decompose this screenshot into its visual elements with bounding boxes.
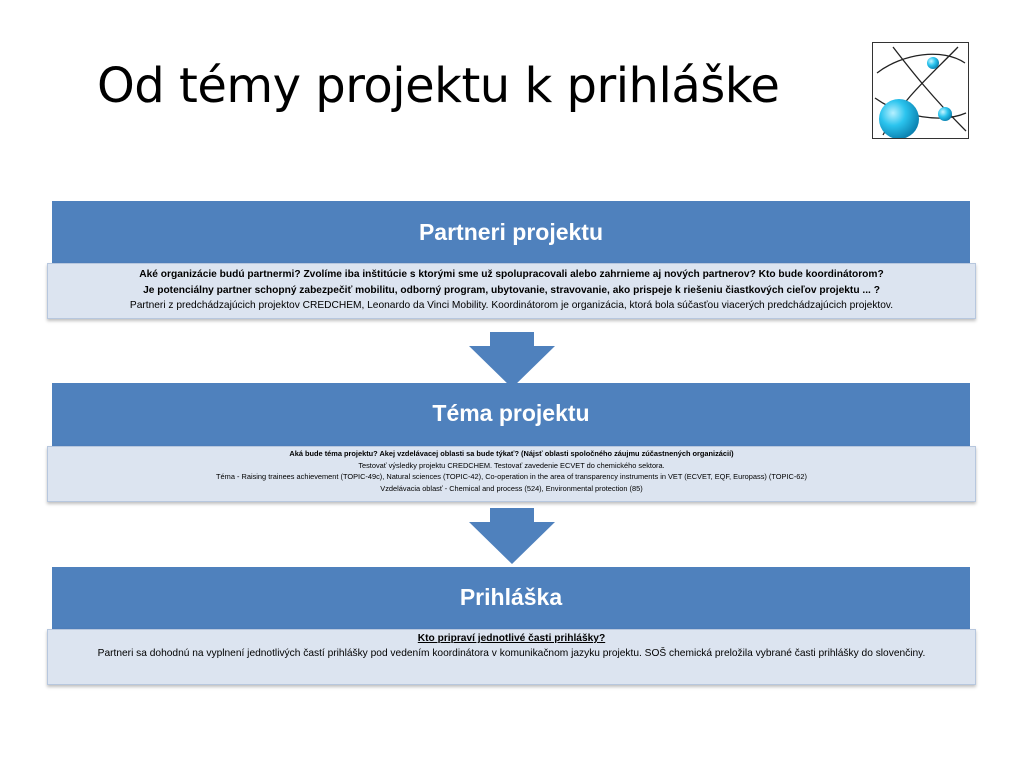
block-header-prihlaska <box>52 567 970 629</box>
block-header-label: Prihláška <box>459 584 563 610</box>
body-line: Testovať výsledky projektu CREDCHEM. Testovať zavedenie ECVET do chemického sektora. <box>358 460 665 470</box>
body-line: Téma - Raising trainees achievement (TOPIC-49c), Natural sciences (TOPIC-42), Co-operation in the area of transparency instruments in VET (ECVET, EQF, Europass) (TOPIC-62) <box>216 472 807 482</box>
body-line: Aké organizácie budú partnermi? Zvolíme iba inštitúcie s ktorými sme už spolupracovali alebo zahrnieme aj nových partnerov? Kto bude koordinátorom? <box>139 269 884 280</box>
slide-title: Od témy projektu k prihláške <box>97 58 780 114</box>
body-line: Vzdelávacia oblasť - Chemical and process (524), Environmental protection (85) <box>380 483 643 493</box>
block-header-tema <box>52 383 970 446</box>
block-header-label: Partneri projektu <box>418 219 604 245</box>
block-body-prihlaska <box>47 629 976 685</box>
down-arrow-icon <box>469 332 555 388</box>
block-body-partneri <box>47 263 976 319</box>
block-body-tema <box>47 446 976 502</box>
block-header-label: Téma projektu <box>432 400 590 426</box>
body-line: Kto pripraví jednotlivé časti prihlášky? <box>417 633 606 644</box>
atom-logo-icon <box>872 42 969 139</box>
body-line: Partneri z predchádzajúcich projektov CREDCHEM, Leonardo da Vinci Mobility. Koordinátorom je organizácia, ktorá bola súčasťou viacerých predchádzajúcich projektov. <box>129 300 894 311</box>
block-header-partneri <box>52 201 970 263</box>
body-line: Aká bude téma projektu? Akej vzdelávacej oblasti sa bude týkať? (Nájsť oblasti spoločného záujmu zúčastnených organizácií) <box>289 449 734 458</box>
down-arrow-icon <box>469 508 555 564</box>
body-line: Partneri sa dohodnú na vyplnení jednotlivých častí prihlášky pod vedením koordinátora v komunikačnom jazyku projektu. SOŠ chemická preložila vybrané časti prihlášky do slovenčiny. <box>97 647 926 659</box>
body-line: Je potenciálny partner schopný zabezpečiť mobilitu, odborný program, ubytovanie, stravovanie, ako prispeje k riešeniu čiastkových cieľov projektu ... ? <box>143 284 880 296</box>
